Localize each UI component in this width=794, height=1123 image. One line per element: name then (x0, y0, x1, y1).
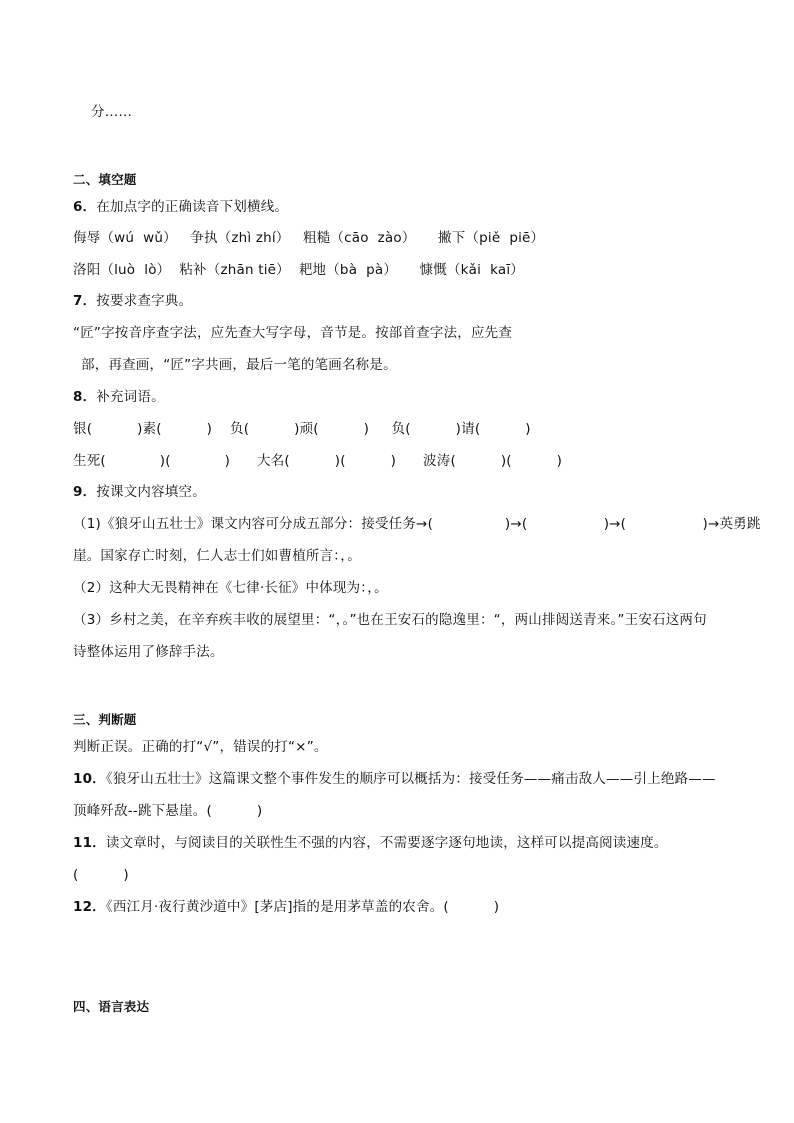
q9-part-1-line-1: （1)《狼牙山五壮士》课文内容可分成五部分：接受任务→( )→( )→( )→英勇跳 (73, 516, 761, 532)
question-number: 6． (73, 199, 97, 215)
question-text: 在加点字的正确读音下划横线。 (96, 199, 289, 215)
question-text: 《西江月·夜行黄沙道中》[茅店]指的是用茅草盖的农舍。( ) (105, 899, 500, 915)
question-10 (73, 770, 716, 788)
question-text: 按课文内容填空。 (96, 484, 206, 500)
q9-part-2: （2）这种大无畏精神在《七律·长征》中体现为：，。 (73, 580, 388, 596)
section-3-heading: 三、判断题 (73, 712, 137, 727)
question-7 (73, 292, 192, 310)
question-8 (73, 388, 165, 406)
q11-answer-bracket: ( ) (73, 867, 129, 883)
q6-row-2: 洛阳（luò lò） 粘补（zhān tiē） 耙地（bà pà） 慷慨（kǎi kaī） (73, 262, 524, 278)
q9-part-3-line-2: 诗整体运用了修辞手法。 (73, 644, 224, 660)
q7-line-1: “匠”字按音序查字法，应先查大写字母，音节是。按部首查字法，应先查 (73, 325, 513, 341)
q6-row-1: 侮辱（wú wǔ） 争执（zhì zhí） 粗糙（cāo zào） 撇下（piě piē） (73, 230, 545, 246)
question-9 (73, 483, 206, 501)
question-number: 7． (73, 293, 97, 309)
question-number: 11． (73, 835, 106, 851)
question-text: 读文章时，与阅读目的关联性生不强的内容，不需要逐字逐句地读，这样可以提高阅读速度。 (105, 835, 668, 851)
question-text: 补充词语。 (96, 389, 165, 405)
question-text: 《狼牙山五壮士》这篇课文整个事件发生的顺序可以概括为：接受任务——痛击敌人——引上绝路—— (105, 771, 716, 787)
q10-line-2: 顶峰歼敌--跳下悬崖。( ) (73, 803, 263, 819)
q9-part-3-line-1: （3）乡村之美，在辛弃疾丰收的展望里：“，。”也在王安石的隐逸里：“，两山排闼送青来。”王安石这两句 (73, 612, 707, 628)
question-number: 9． (73, 484, 97, 500)
question-number: 10． (73, 771, 106, 787)
question-number: 8． (73, 389, 97, 405)
section-4-heading: 四、语言表达 (73, 999, 150, 1014)
question-number: 12． (73, 899, 106, 915)
section-2-heading: 二、填空题 (73, 172, 137, 187)
question-text: 按要求查字典。 (96, 293, 193, 309)
q8-row-1: 银( )素( ) 负( )顽( ) 负( )请( ) (73, 421, 531, 437)
q7-line-2: 部，再查画，“匠”字共画，最后一笔的笔画名称是。 (81, 357, 397, 373)
question-11 (73, 834, 668, 852)
question-6 (73, 198, 288, 216)
question-12 (73, 898, 499, 916)
top-fragment: 分…… (91, 104, 133, 120)
section-3-intro: 判断正误。正确的打“√”，错误的打“×”。 (73, 739, 328, 755)
q8-row-2: 生死( )( ) 大名( )( ) 波涛( )( ) (73, 453, 563, 469)
q9-part-1-line-2: 崖。国家存亡时刻，仁人志士们如曹植所言：，。 (73, 548, 361, 564)
